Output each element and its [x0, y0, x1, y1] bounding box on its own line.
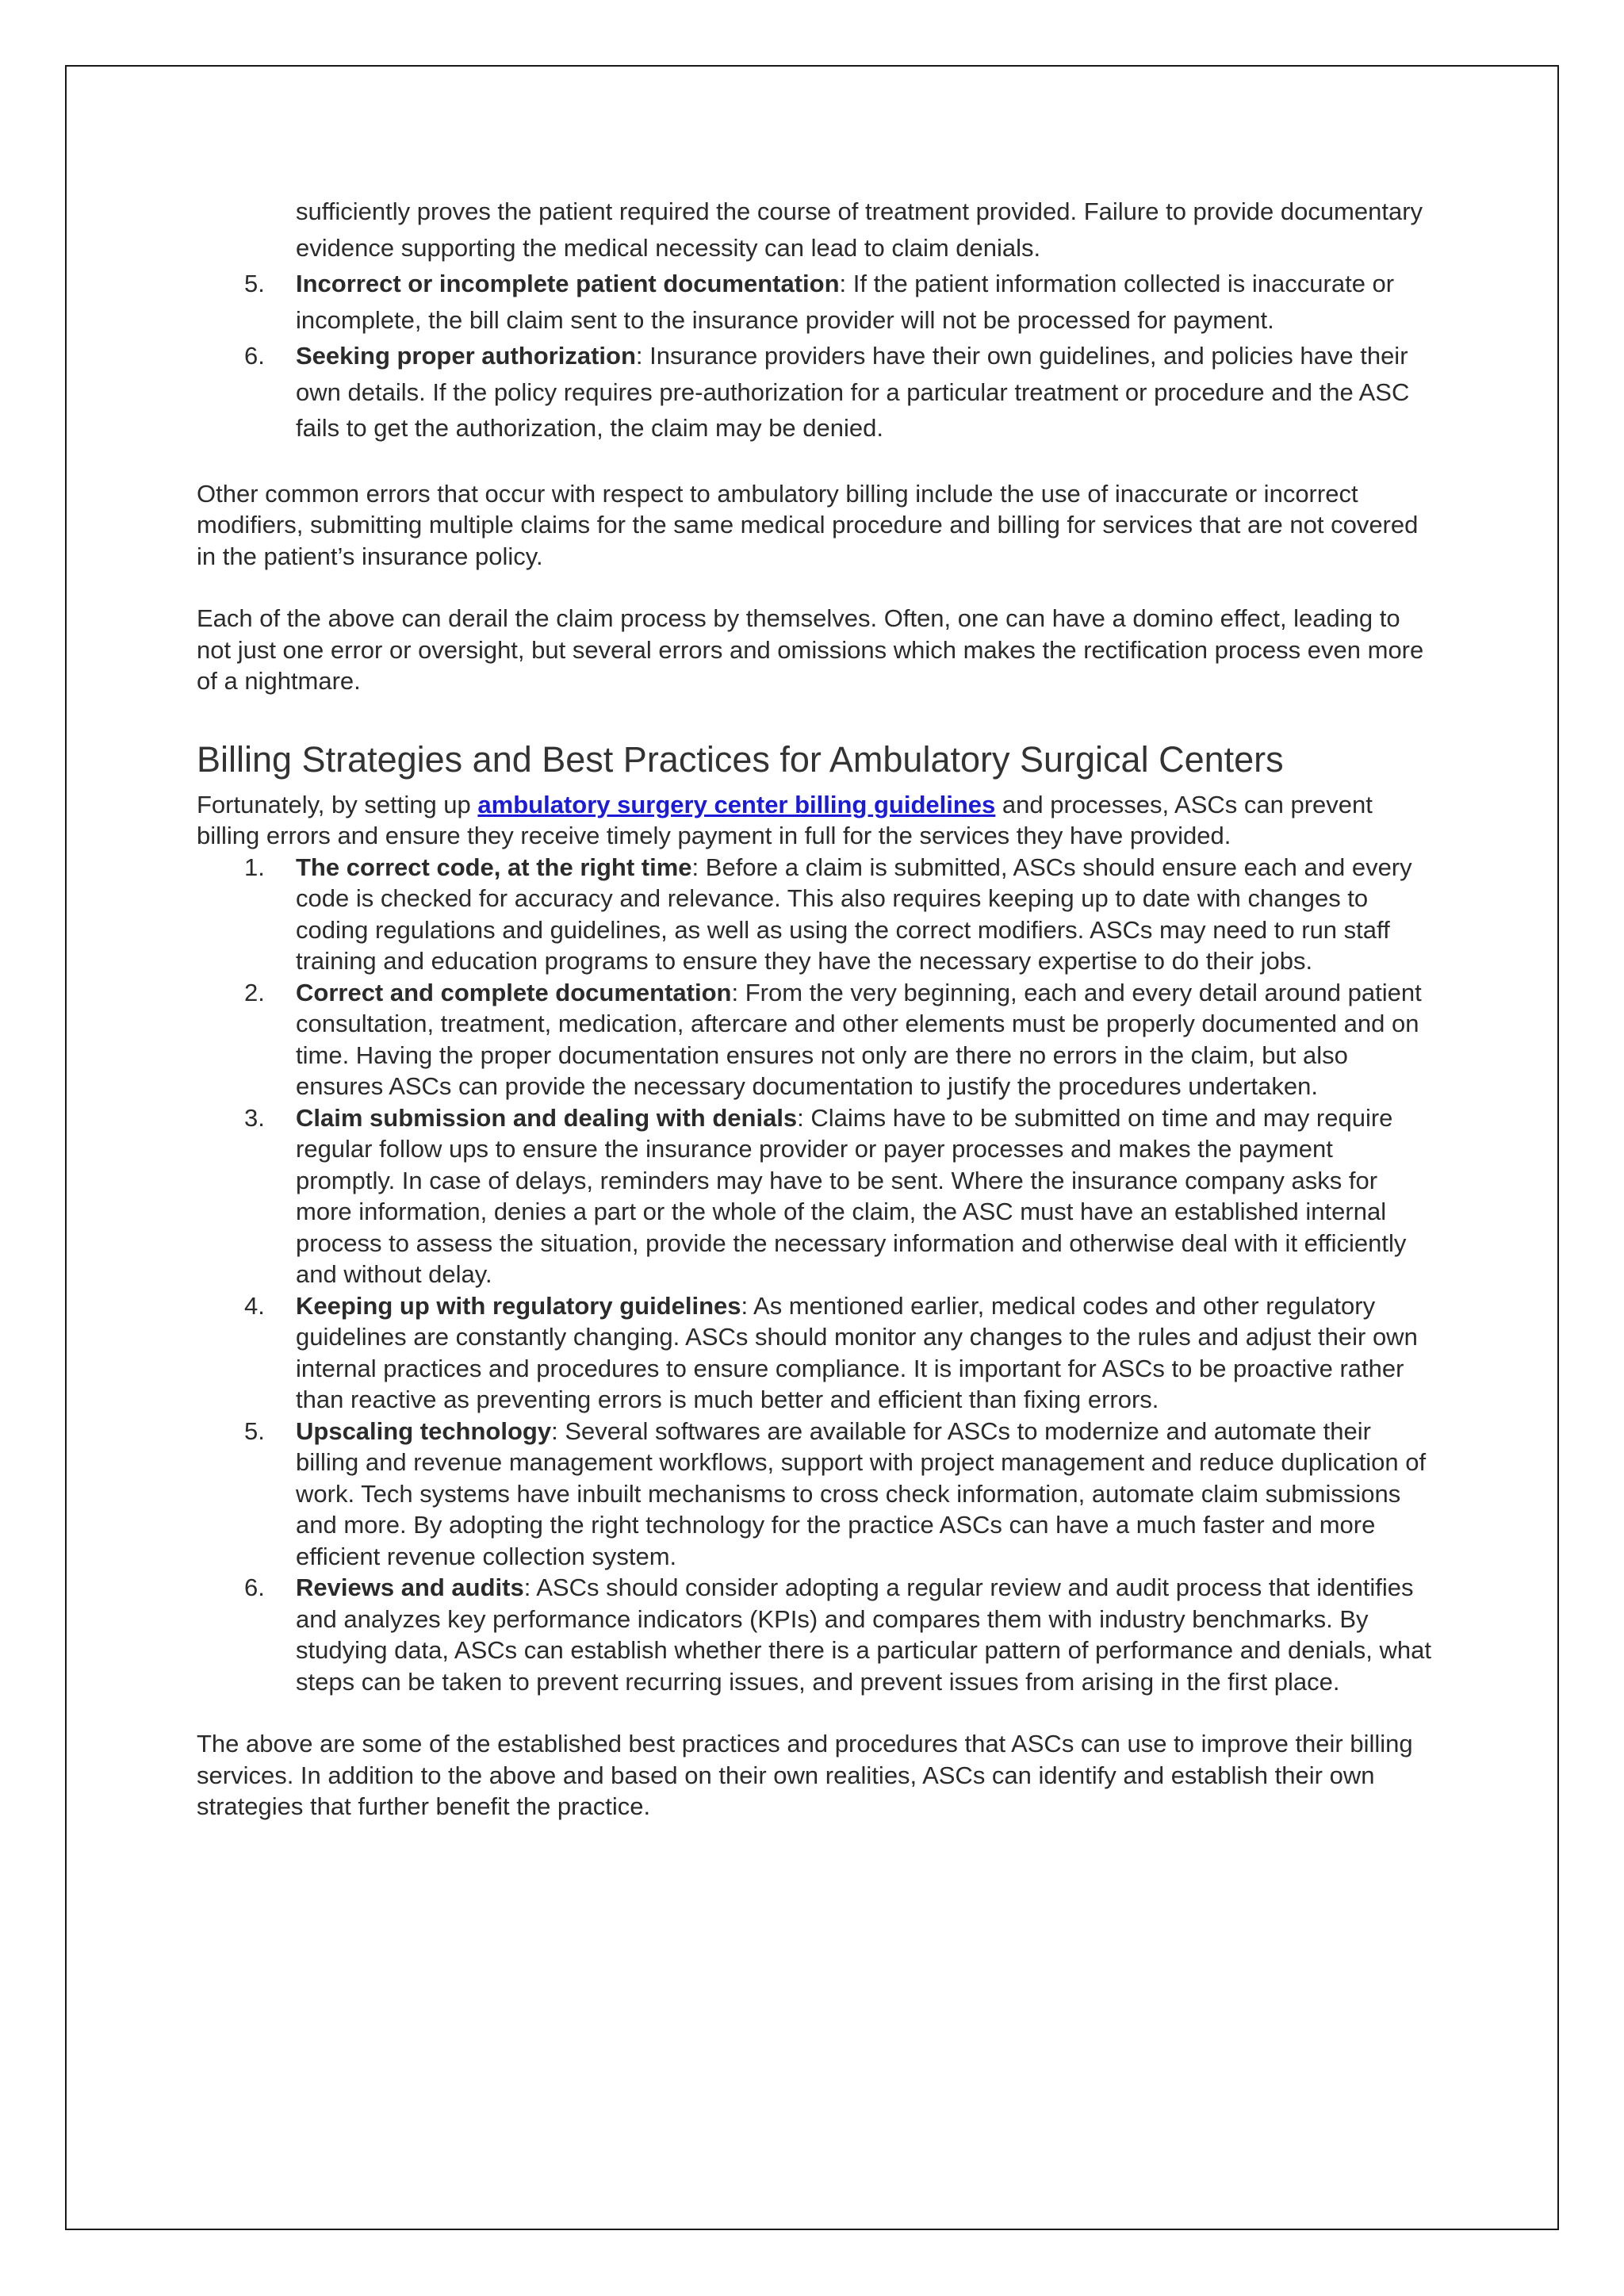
- list-item-text: : ASCs should consider adopting a regular review and audit process that identifies and analyzes key performance indicators (KPIs) and compares them with industry benchmarks. By studying data, ASCs can establish whether there is a particular pattern of performance and denials, what steps can be taken to prevent recurring issues, and prevent issues from arising in the first place.: [296, 1573, 1431, 1696]
- list-item-text: : As mentioned earlier, medical codes and other regulatory guidelines are constantly changing. ASCs should monitor any changes to the rules and adjust their own internal practices and procedures to ensure compliance. It is important for ASCs to be proactive rather than reactive as preventing errors is much better and efficient than fixing errors.: [296, 1291, 1418, 1413]
- list-item-text: : From the very beginning, each and every detail around patient consultation, treatment, medication, aftercare and other elements must be properly documented and on time. Having the proper documentation ensures not only are there no errors in the claim, but also ensures ASCs can provide the necessary documentation to justify the procedures undertaken.: [296, 978, 1422, 1100]
- list-item-text: sufficiently proves the patient required the course of treatment provided. Failure to provide documentary evidence supporting the medical necessity can lead to claim denials.: [296, 197, 1423, 262]
- list-item-title: Reviews and audits: [296, 1573, 524, 1601]
- list-item-title: The correct code, at the right time: [296, 853, 692, 881]
- list-item: [197, 1416, 1434, 1573]
- section-intro: [197, 789, 1434, 852]
- list-item: [197, 1102, 1434, 1290]
- list-item-text: : Before a claim is submitted, ASCs should ensure each and every code is checked for accuracy and relevance. This also requires keeping up to date with changes to coding regulations and guidelines, as well as using the correct modifiers. ASCs may need to run staff training and education programs to ensure they have the necessary expertise to do their jobs.: [296, 853, 1412, 975]
- list-item-title: Seeking proper authorization: [296, 342, 636, 370]
- list-item-text: : If the patient information collected is inaccurate or incomplete, the bill claim sent to the insurance provider will not be processed for payment.: [296, 270, 1395, 334]
- list-item-number: 6.: [244, 342, 265, 370]
- list-item: [197, 977, 1434, 1102]
- section-heading: Billing Strategies and Best Practices for Ambulatory Surgical Centers: [197, 738, 1284, 780]
- list-item-continuation: [197, 194, 1434, 266]
- list-item: [197, 1572, 1434, 1697]
- list-item-text: : Several softwares are available for ASCs to modernize and automate their billing and revenue management workflows, support with project management and reduce duplication of work. Tech systems have inbuilt mechanisms to cross check information, automate claim submissions and more. By adopting the right technology for the practice ASCs can have a much faster and more efficient revenue collection system.: [296, 1416, 1427, 1570]
- list-item-text: : Insurance providers have their own guidelines, and policies have their own details. If the policy requires pre-authorization for a particular treatment or procedure and the ASC fails to get the authorization, the claim may be denied.: [296, 342, 1410, 442]
- list-item-title: Incorrect or incomplete patient documentation: [296, 270, 840, 297]
- list-item: [197, 338, 1434, 447]
- list-best-practices: [197, 852, 1434, 1698]
- list-item-number: 4.: [244, 1291, 265, 1320]
- list-item-title: Keeping up with regulatory guidelines: [296, 1291, 741, 1320]
- list-item-title: Claim submission and dealing with denials: [296, 1103, 798, 1132]
- list-item: [197, 1290, 1434, 1416]
- paragraph-other-errors: Other common errors that occur with respect to ambulatory billing include the use of inaccurate or incorrect modifiers, submitting multiple claims for the same medical procedure and billing for services that are not covered in the patient’s insurance policy.: [197, 479, 1419, 570]
- list-item: [197, 266, 1434, 338]
- list-item-number: 6.: [244, 1573, 265, 1601]
- paragraph-closing: The above are some of the established best practices and procedures that ASCs can use to improve their billing services. In addition to the above and based on their own realities, ASCs can identify and establish their own strategies that further benefit the practice.: [197, 1730, 1413, 1820]
- list-item-title: Correct and complete documentation: [296, 978, 732, 1006]
- list-item-number: 5.: [244, 270, 265, 297]
- list-item: [197, 852, 1434, 977]
- list-item-number: 1.: [244, 853, 265, 881]
- list-item-number: 3.: [244, 1103, 265, 1132]
- list-item-text: : Claims have to be submitted on time and may require regular follow ups to ensure the insurance provider or payer processes and makes the payment promptly. In case of delays, reminders may have to be sent. Where the insurance company asks for more information, denies a part or the whole of the claim, the ASC must have an established internal process to assess the situation, provide the necessary information and otherwise deal with it efficiently and without delay.: [296, 1103, 1407, 1288]
- list-item-number: 5.: [244, 1416, 265, 1445]
- list-item-title: Upscaling technology: [296, 1416, 552, 1445]
- intro-text-after: and processes, ASCs can prevent billing errors and ensure they receive timely payment in full for the services they have provided.: [197, 790, 1373, 849]
- list-item-number: 2.: [244, 978, 265, 1006]
- paragraph-domino-effect: Each of the above can derail the claim process by themselves. Often, one can have a domino effect, leading to not just one error or oversight, but several errors and omissions which makes the rectification process even more of a nightmare.: [197, 604, 1424, 695]
- billing-guidelines-link[interactable]: ambulatory surgery center billing guidelines: [477, 790, 996, 818]
- list-common-errors-continued: [197, 194, 1434, 447]
- intro-text-before: Fortunately, by setting up: [197, 790, 478, 818]
- document-content: [197, 194, 1434, 1823]
